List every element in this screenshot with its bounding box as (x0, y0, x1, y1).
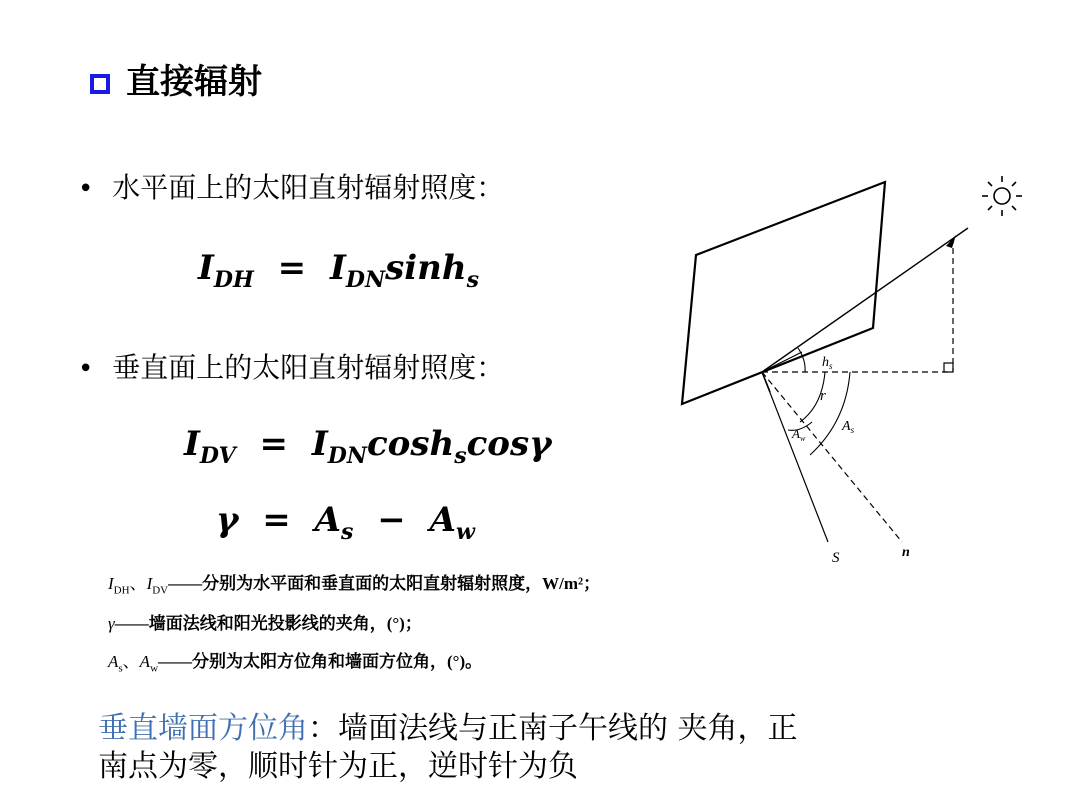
wall-normal (762, 372, 902, 542)
equation-idv: $I_{DV} = I_{DN}\cosh_s\cos\gamma$ (184, 424, 552, 469)
bullet-vertical-text: 垂直面上的太阳直射辐射照度： (112, 351, 505, 384)
bullet-horizontal-text: 水平面上的太阳直射辐射照度： (112, 171, 505, 204)
label-gamma: r (820, 388, 826, 404)
wall-foot (762, 372, 770, 392)
wall-azimuth-note (98, 710, 958, 786)
sun-icon (982, 176, 1022, 216)
bullet-horizontal (78, 168, 504, 209)
label-n: n (902, 545, 910, 560)
solar-geometry-diagram (660, 160, 1060, 580)
title-square-icon (90, 74, 110, 94)
bullet-dot: • (78, 354, 94, 384)
note-line-1: 垂直墙面方位角：墙面法线与正南子午线的 夹角，正 (98, 711, 798, 746)
legend-line-3: $A_s$、$A_w——$分别为太阳方位角和墙面方位角，(°)。 (108, 652, 483, 675)
label-hs: $h_s$ (822, 355, 833, 371)
label-as: $A_s$ (842, 419, 855, 435)
note-line-2: 南点为零，顺时针为正，逆时针为负 (98, 749, 578, 784)
right-angle-marker (944, 363, 953, 372)
wall-plane (682, 182, 885, 404)
equation-gamma: $\gamma = A_s - A_w$ (216, 500, 475, 545)
bullet-vertical (78, 348, 504, 389)
sun-ray (762, 228, 968, 372)
label-s: S (832, 550, 840, 566)
label-aw: $A_w$ (792, 426, 806, 443)
equation-idh: $I_{DH} = I_{DN}\sinh_s$ (198, 248, 479, 293)
bullet-dot: • (78, 174, 94, 204)
note-highlight: 垂直墙面方位角 (98, 711, 308, 746)
legend-line-2: γ——墙面法线和阳光投影线的夹角，(°)； (108, 614, 422, 633)
south-line (762, 372, 828, 542)
legend-line-1: $I_{DH}$、$I_{DV}——$分别为水平面和垂直面的太阳直射辐射照度，W/m²； (108, 574, 601, 597)
as-arc (810, 372, 850, 455)
hs-base (762, 352, 802, 372)
slide-title: 直接辐射 (126, 62, 262, 102)
